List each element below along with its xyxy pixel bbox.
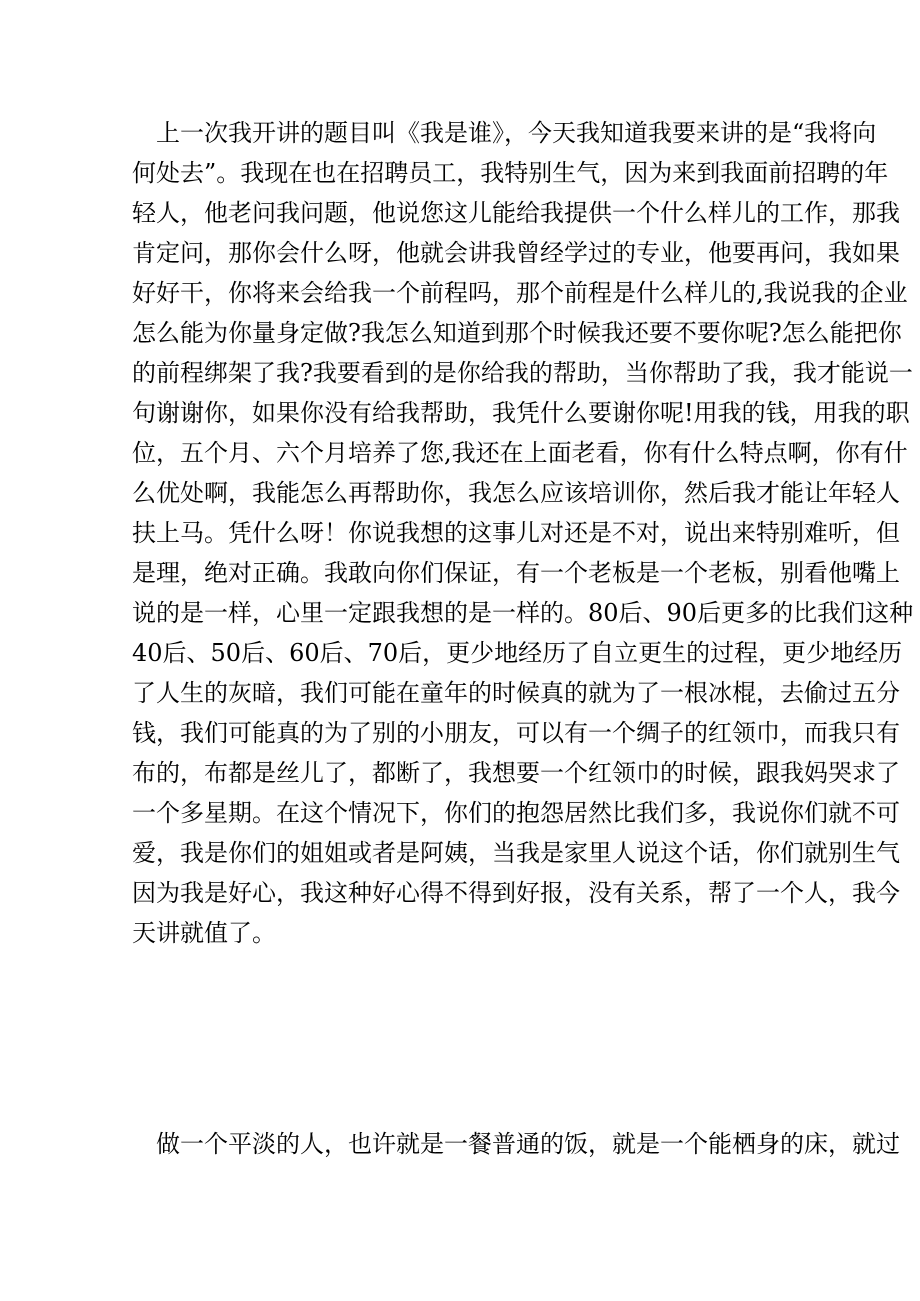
text-line: 的前程绑架了我?我要看到的是你给我的帮助，当你帮助了我，我才能说一 xyxy=(132,359,913,387)
text-line: 句谢谢你，如果你没有给我帮助，我凭什么要谢你呢!用我的钱，用我的职 xyxy=(132,399,910,427)
text-line: 一个多星期。在这个情况下，你们的抱怨居然比我们多，我说你们就不可 xyxy=(132,799,900,827)
paragraph-1 xyxy=(132,113,914,953)
text-line: 了人生的灰暗，我们可能在童年的时候真的就为了一根冰棍，去偷过五分 xyxy=(132,679,900,707)
text-line: 天讲就值了。 xyxy=(132,919,276,947)
text-line: 爱，我是你们的姐姐或者是阿姨，当我是家里人说这个话，你们就别生气 xyxy=(132,839,900,867)
text-line: 好好干，你将来会给我一个前程吗，那个前程是什么样儿的,我说我的企业 xyxy=(132,279,908,307)
text-line: 布的，布都是丝儿了，都断了，我想要一个红领巾的时候，跟我妈哭求了 xyxy=(132,759,900,787)
text-line: 40后、50后、60后、70后，更少地经历了自立更生的过程，更少地经历 xyxy=(132,639,903,667)
text-line: 钱，我们可能真的为了别的小朋友，可以有一个绸子的红领巾，而我只有 xyxy=(132,719,900,747)
text-line: 做一个平淡的人，也许就是一餐普通的饭，就是一个能栖身的床，就过 xyxy=(156,1130,900,1158)
text-line: 说的是一样，心里一定跟我想的是一样的。80后、90后更多的比我们这种 xyxy=(132,599,914,627)
text-line: 怎么能为你量身定做?我怎么知道到那个时候我还要不要你呢?怎么能把你 xyxy=(132,319,902,347)
text-line: 上一次我开讲的题目叫《我是谁》，今天我知道我要来讲的是“我将向 xyxy=(156,119,877,147)
text-line: 么优处啊，我能怎么再帮助你，我怎么应该培训你，然后我才能让年轻人 xyxy=(132,479,900,507)
text-line: 轻人，他老问我问题，他说您这儿能给我提供一个什么样儿的工作，那我 xyxy=(132,199,900,227)
text-line: 位，五个月、六个月培养了您,我还在上面老看，你有什么特点啊，你有什 xyxy=(132,439,908,467)
text-line: 扶上马。凭什么呀！你说我想的这事儿对还是不对，说出来特别难听，但 xyxy=(132,519,900,547)
paragraph-2 xyxy=(132,1124,900,1164)
text-line: 是理，绝对正确。我敢向你们保证，有一个老板是一个老板，别看他嘴上 xyxy=(132,559,900,587)
text-line: 因为我是好心，我这种好心得不得到好报，没有关系，帮了一个人，我今 xyxy=(132,879,900,907)
text-line: 何处去”。我现在也在招聘员工，我特别生气，因为来到我面前招聘的年 xyxy=(132,159,889,187)
text-line: 肯定问，那你会什么呀，他就会讲我曾经学过的专业，他要再问，我如果 xyxy=(132,239,900,267)
